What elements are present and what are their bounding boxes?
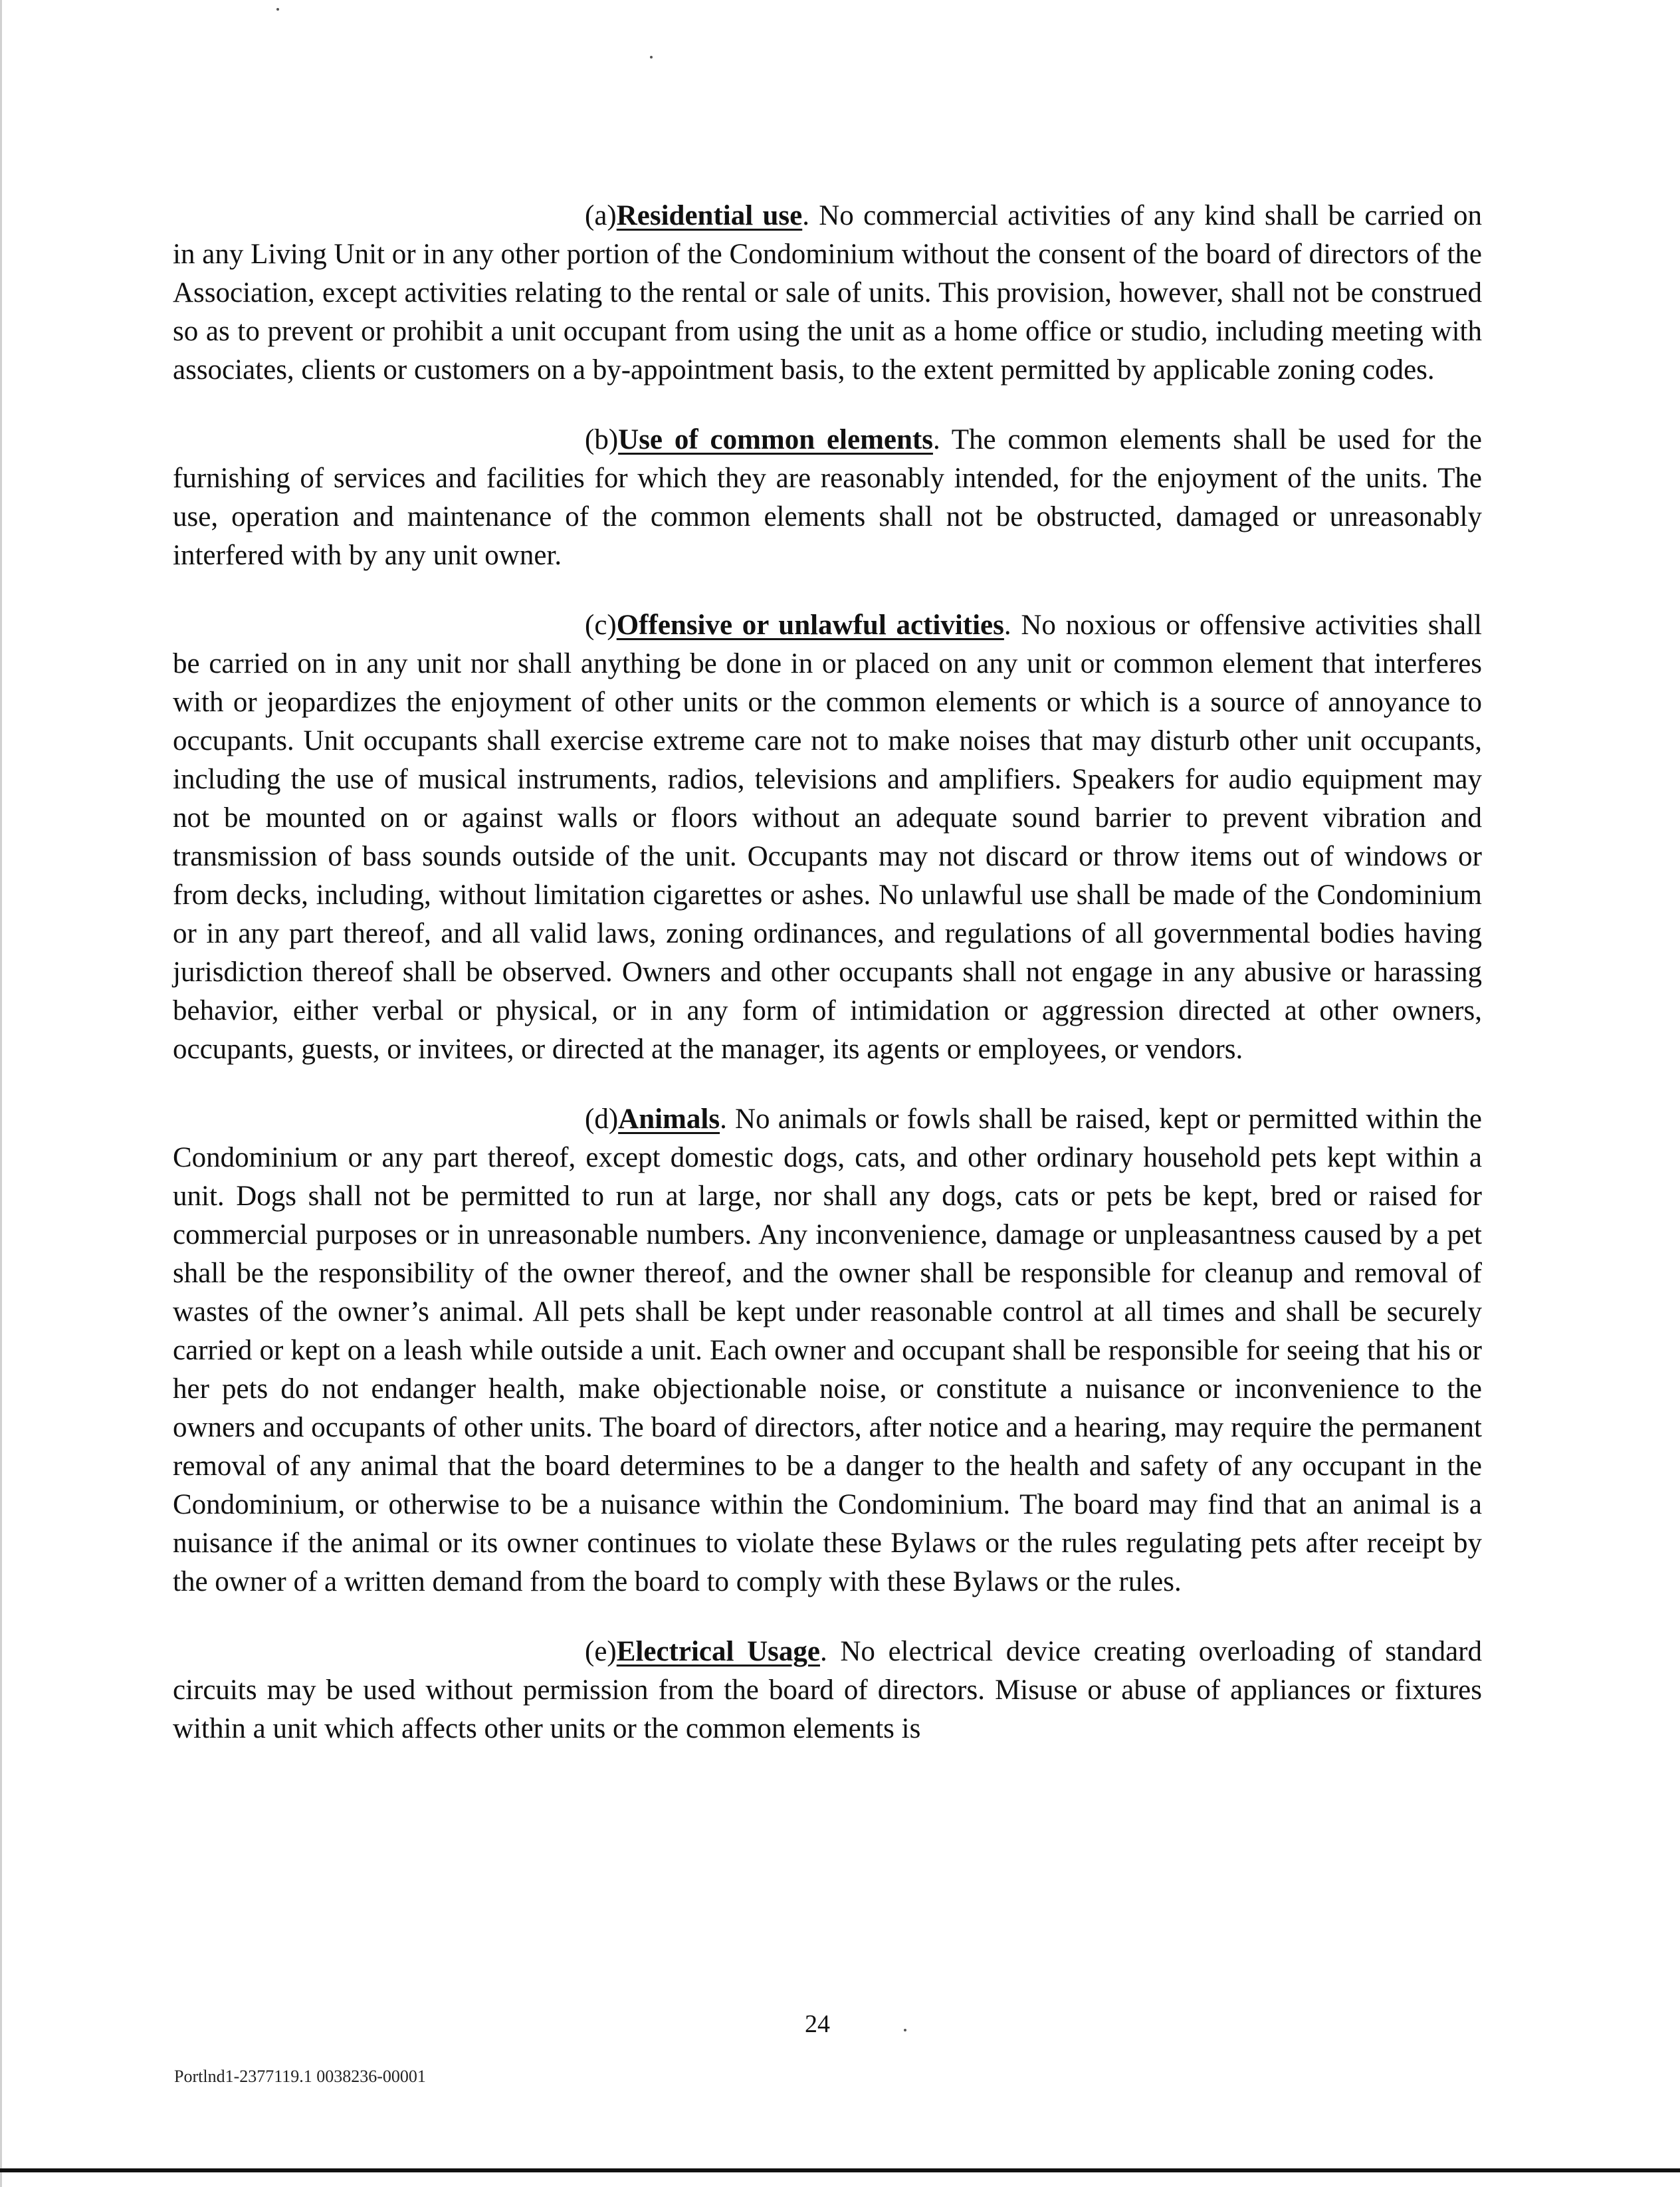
section-text: . No commercial activities of any kind shall be carried on in any Living Unit or in any other portion of the Condominium without the consent of the board of directors of the Association, except activities relating to the rental or sale of units. This provision, however, shall not be construed so as to prevent or prohibit a unit occupant from using the unit as a home office or studio, including meeting with associates, clients or customers on a by-appointment basis, to the extent permitted by applicable zoning codes. (173, 200, 1482, 386)
section-e-paragraph (173, 1633, 1482, 1748)
scan-speck (276, 8, 279, 11)
section-label: (d) (585, 1103, 619, 1135)
section-c-paragraph (173, 606, 1482, 1069)
section-label: (b) (585, 424, 619, 455)
section-a-paragraph (173, 197, 1482, 390)
section-text: . No animals or fowls shall be raised, kept or permitted within the Condominium or any part thereof, except domestic dogs, cats, and other ordinary household pets kept within a unit. Dogs shall not be permitted to run at large, nor shall any dogs, cats or pets be kept, bred or raised for commercial purposes or in unreasonable numbers. Any inconvenience, damage or unpleasantness caused by a pet shall be the responsibility of the owner thereof, and the owner shall be responsible for cleanup and removal of wastes of the owner’s animal. All pets shall be kept under reasonable control at all times and shall be securely carried or kept on a leash while outside a unit. Each owner and occupant shall be responsible for seeing that his or her pets do not endanger health, make objectionable noise, or constitute a nuisance or inconvenience to the owners and occupants of other units. The board of directors, after notice and a hearing, may require the permanent removal of any animal that the board determines to be a danger to the health and safety of any occupant in the Condominium, or otherwise to be a nuisance within the Condominium. The board may find that an animal is a nuisance if the animal or its owner continues to violate these Bylaws or the rules regulating pets after receipt by the owner of a written demand from the board to comply with these Bylaws or the rules. (173, 1103, 1482, 1597)
section-d-paragraph (173, 1100, 1482, 1601)
section-heading: Animals (618, 1103, 720, 1135)
scan-bottom-rule (0, 2168, 1680, 2172)
document-id-footer: Portlnd1-2377119.1 0038236-00001 (174, 2067, 426, 2086)
scan-speck (650, 56, 653, 58)
section-heading: Electrical Usage (616, 1636, 820, 1667)
section-b-paragraph (173, 421, 1482, 575)
section-text: . No noxious or offensive activities shall be carried on in any unit nor shall anything be done in or placed on any unit or common element that interferes with or jeopardizes the enjoyment of other units or the common elements or which is a source of annoyance to occupants. Unit occupants shall exercise extreme care not to make noises that may disturb other unit occupants, including the use of musical instruments, radios, televisions and amplifiers. Speakers for audio equipment may not be mounted on or against walls or floors without an adequate sound barrier to prevent vibration and transmission of bass sounds outside of the unit. Occupants may not discard or throw items out of windows or from decks, including, without limitation cigarettes or ashes. No unlawful use shall be made of the Condominium or in any part thereof, and all valid laws, zoning ordinances, and regulations of all governmental bodies having jurisdiction thereof shall be observed. Owners and other occupants shall not engage in any abusive or harassing behavior, either verbal or physical, or in any form of intimidation or aggression directed at other owners, occupants, guests, or invitees, or directed at the manager, its agents or employees, or vendors. (173, 610, 1482, 1065)
section-label: (c) (585, 610, 617, 641)
section-text: . No electrical device creating overloading of standard circuits may be used without permission from the board of directors. Misuse or abuse of appliances or fixtures within a unit which affects other units or the common elements is (173, 1636, 1482, 1744)
bylaws-body (173, 197, 1482, 1780)
page-number: 24 (805, 2010, 830, 2038)
section-heading: Offensive or unlawful activities (616, 610, 1004, 641)
section-heading: Use of common elements (618, 424, 933, 455)
scan-speck (904, 2029, 906, 2031)
section-label: (e) (585, 1636, 617, 1667)
section-heading: Residential use (616, 200, 803, 231)
section-text: . The common elements shall be used for the furnishing of services and facilities for which they are reasonably intended, for the enjoyment of the units. The use, operation and maintenance of the common elements shall not be obstructed, damaged or unreasonably interfered with by any unit owner. (173, 424, 1482, 571)
scan-left-edge (0, 0, 2, 2187)
section-label: (a) (585, 200, 617, 231)
